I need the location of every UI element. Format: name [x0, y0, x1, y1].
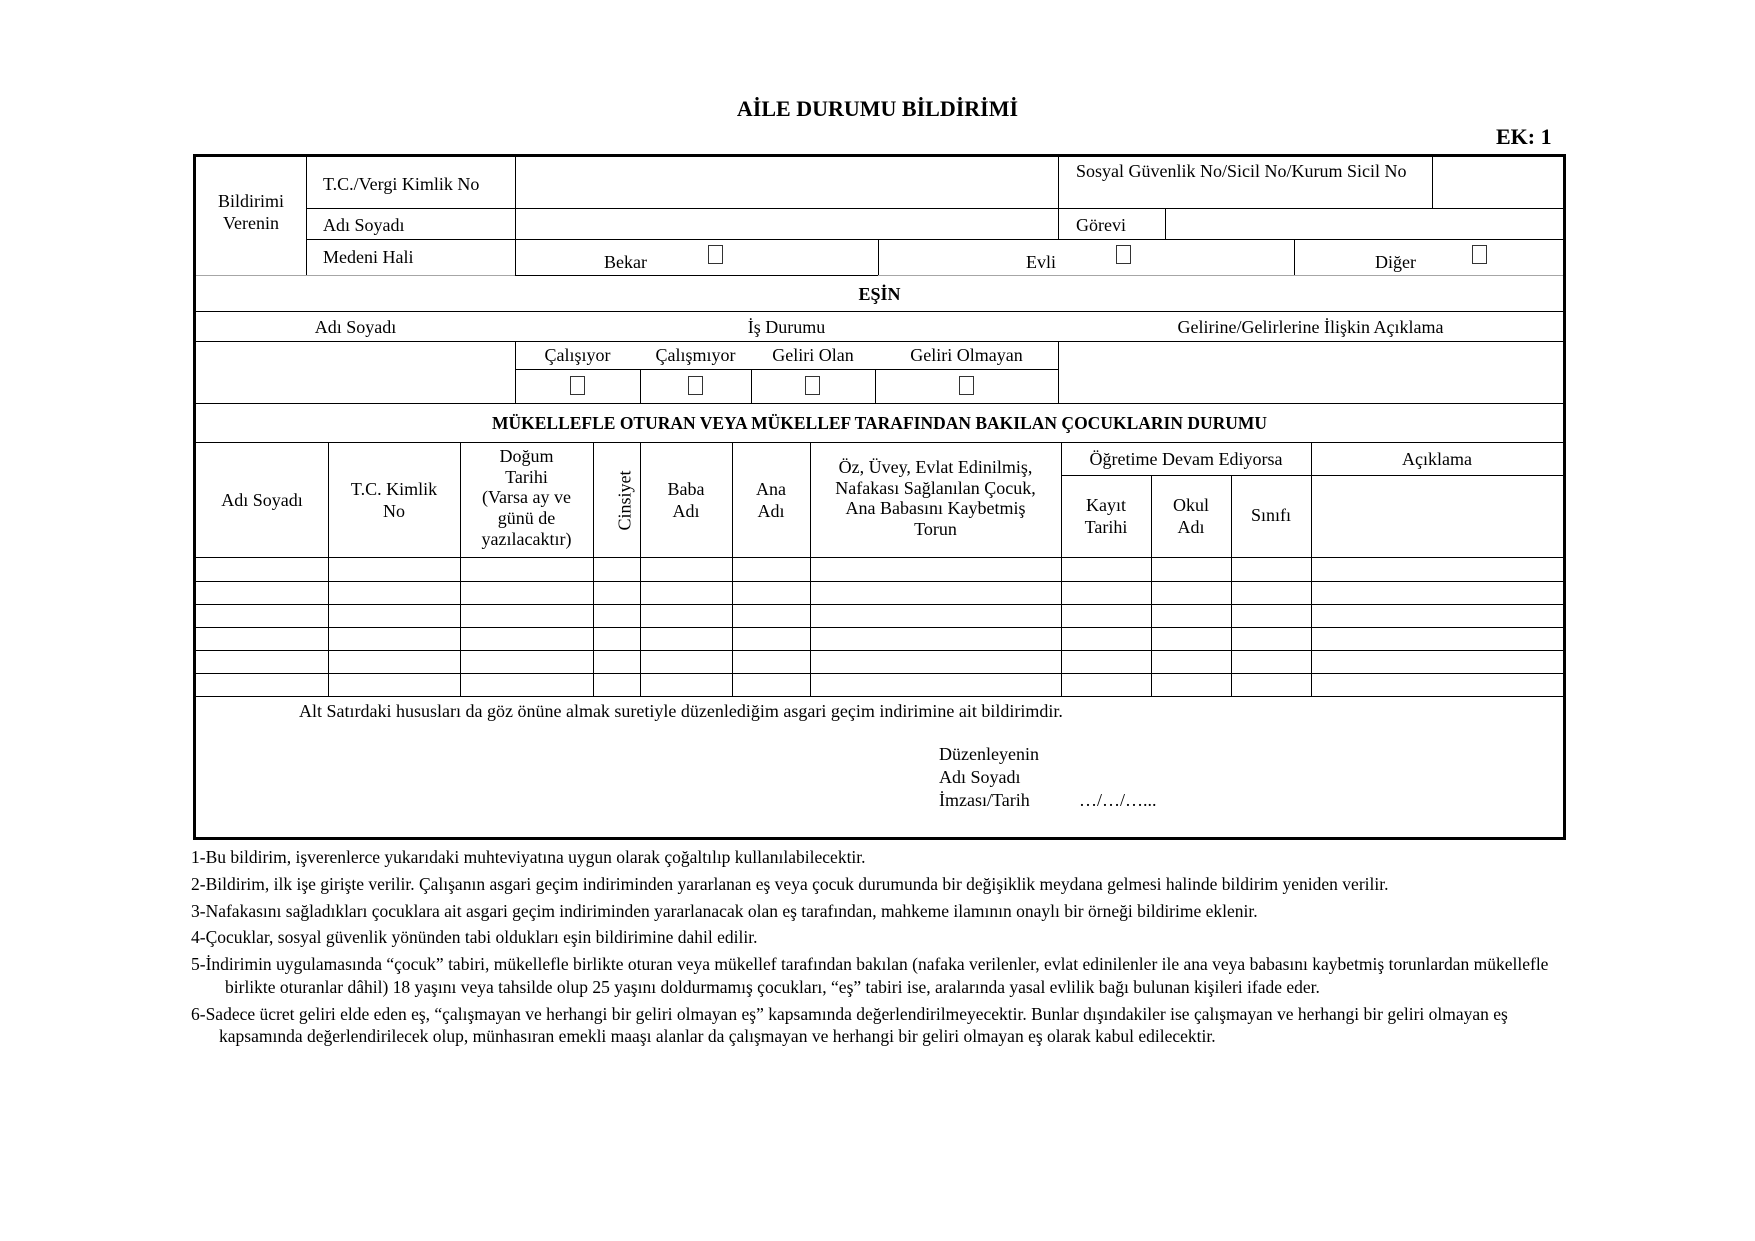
no-income-checkbox[interactable] [959, 376, 974, 395]
prepared-by-label: Düzenleyenin [939, 744, 1039, 764]
note-item: 2-Bildirim, ilk işe girişte verilir. Çalışanın asgari geçim indiriminden yararlanan eş veya çocuk durumunda bir değişiklik meydana gelmesi halinde bildirim yeniden verilir. [191, 873, 1389, 894]
has-income-label: Geliri Olan [772, 345, 854, 365]
work-status-label: İş Durumu [747, 317, 826, 337]
not-working-label: Çalışmıyor [655, 345, 736, 365]
birth-date-header: Doğum Tarihi (Varsa ay ve günü de yazılacaktır) [481, 446, 572, 549]
working-label: Çalışıyor [544, 345, 611, 365]
tc-label: T.C./Vergi Kimlik No [323, 174, 480, 194]
duty-label: Görevi [1076, 215, 1126, 235]
note-item: 1-Bu bildirim, işverenlerce yukarıdaki muhteviyatına uygun olarak çoğaltılıp kullanılabilecektir. [191, 847, 866, 867]
signature-date-label: İmzası/Tarih [939, 790, 1030, 810]
date-placeholder: …/…/…... [1079, 790, 1157, 810]
school-name-header: Okul Adı [1173, 495, 1209, 537]
education-header: Öğretime Devam Ediyorsa [1089, 449, 1283, 469]
note-item: 6-Sadece ücret geliri elde eden eş, “çalışmayan ve herhangi bir geliri olmayan eş” kapsamında değerlendirilmeyecektir. Bunlar dışındakiler ise çalışmayan ve herhangi bir geliri olmayan eş kapsamında değerlendirilecek olup, münhasıran emekli maaşı alanlar da çalışmayan ve herhangi bir geliri olmayan eş olarak kabul edilecektir. [191, 1003, 1508, 1047]
single-checkbox[interactable] [708, 245, 723, 264]
annex-label: EK: 1 [1496, 124, 1552, 149]
note-item: 5-İndirimin uygulamasında “çocuk” tabiri, mükellefle birlikte oturan veya mükellef tarafından bakılan (nafaka verilenler, evlat edinilenler ile ana veya babasını kaybetmiş torunlardan mükellefle birlikte oturanlar dâhil) 18 yaşını veya tahsilde olup 25 yaşını doldurmamış çocukları, “eş” tabiri ise, aralarında yasal evlilik bağı bulunan kişileri ifade eder. [191, 954, 1549, 997]
note-item: 3-Nafakasını sağladıkları çocuklara ait asgari geçim indiriminden yararlanacak olan eş tarafından, mahkeme ilamının onaylı bir örneği bildirime eklenir. [191, 900, 1258, 921]
other-label: Diğer [1375, 252, 1416, 272]
declarant-label: Bildirimi Verenin [217, 191, 284, 233]
gender-header: Cinsiyet [614, 470, 635, 531]
income-label: Gelirine/Gelirlerine İlişkin Açıklama [1177, 317, 1444, 337]
notes-list [191, 846, 1621, 1052]
child-name-header: Adı Soyadı [221, 490, 303, 510]
child-tc-header: T.C. Kimlik No [350, 479, 438, 521]
not-working-checkbox[interactable] [688, 376, 703, 395]
working-checkbox[interactable] [570, 376, 585, 395]
statement-text: Alt Satırdaki hususları da göz önüne almak suretiyle düzenlediğim asgari geçim indirimine ait bildirimdir. [299, 701, 1063, 721]
name-label: Adı Soyadı [323, 215, 405, 235]
single-label: Bekar [604, 252, 647, 272]
sgk-label: Sosyal Güvenlik No/Sicil No/Kurum Sicil No [1076, 161, 1407, 181]
married-checkbox[interactable] [1116, 245, 1131, 264]
registration-date-header: Kayıt Tarihi [1084, 495, 1128, 537]
no-income-label: Geliri Olmayan [910, 345, 1023, 365]
marital-label: Medeni Hali [323, 247, 414, 267]
note-item: 4-Çocuklar, sosyal güvenlik yönünden tabi oldukları eşin bildirimine dahil edilir. [191, 927, 758, 948]
has-income-checkbox[interactable] [805, 376, 820, 395]
father-name-header: Baba Adı [667, 479, 705, 521]
spouse-header: EŞİN [858, 284, 901, 304]
other-checkbox[interactable] [1472, 245, 1487, 264]
married-label: Evli [1026, 252, 1056, 272]
page-title: AİLE DURUMU BİLDİRİMİ [736, 96, 1019, 121]
children-header: MÜKELLEFLE OTURAN VEYA MÜKELLEF TARAFINDAN BAKILAN ÇOCUKLARIN DURUMU [491, 413, 1268, 433]
preparer-name-label: Adı Soyadı [939, 767, 1021, 787]
declaration-form [193, 154, 1566, 840]
spouse-name-label: Adı Soyadı [314, 317, 397, 337]
remarks-header: Açıklama [1402, 449, 1472, 469]
child-type-header: Öz, Üvey, Evlat Edinilmiş, Nafakası Sağlanılan Çocuk, Ana Babasını Kaybetmiş Torun [835, 457, 1036, 540]
mother-name-header: Ana Adı [756, 479, 786, 521]
grade-header: Sınıfı [1250, 505, 1291, 525]
